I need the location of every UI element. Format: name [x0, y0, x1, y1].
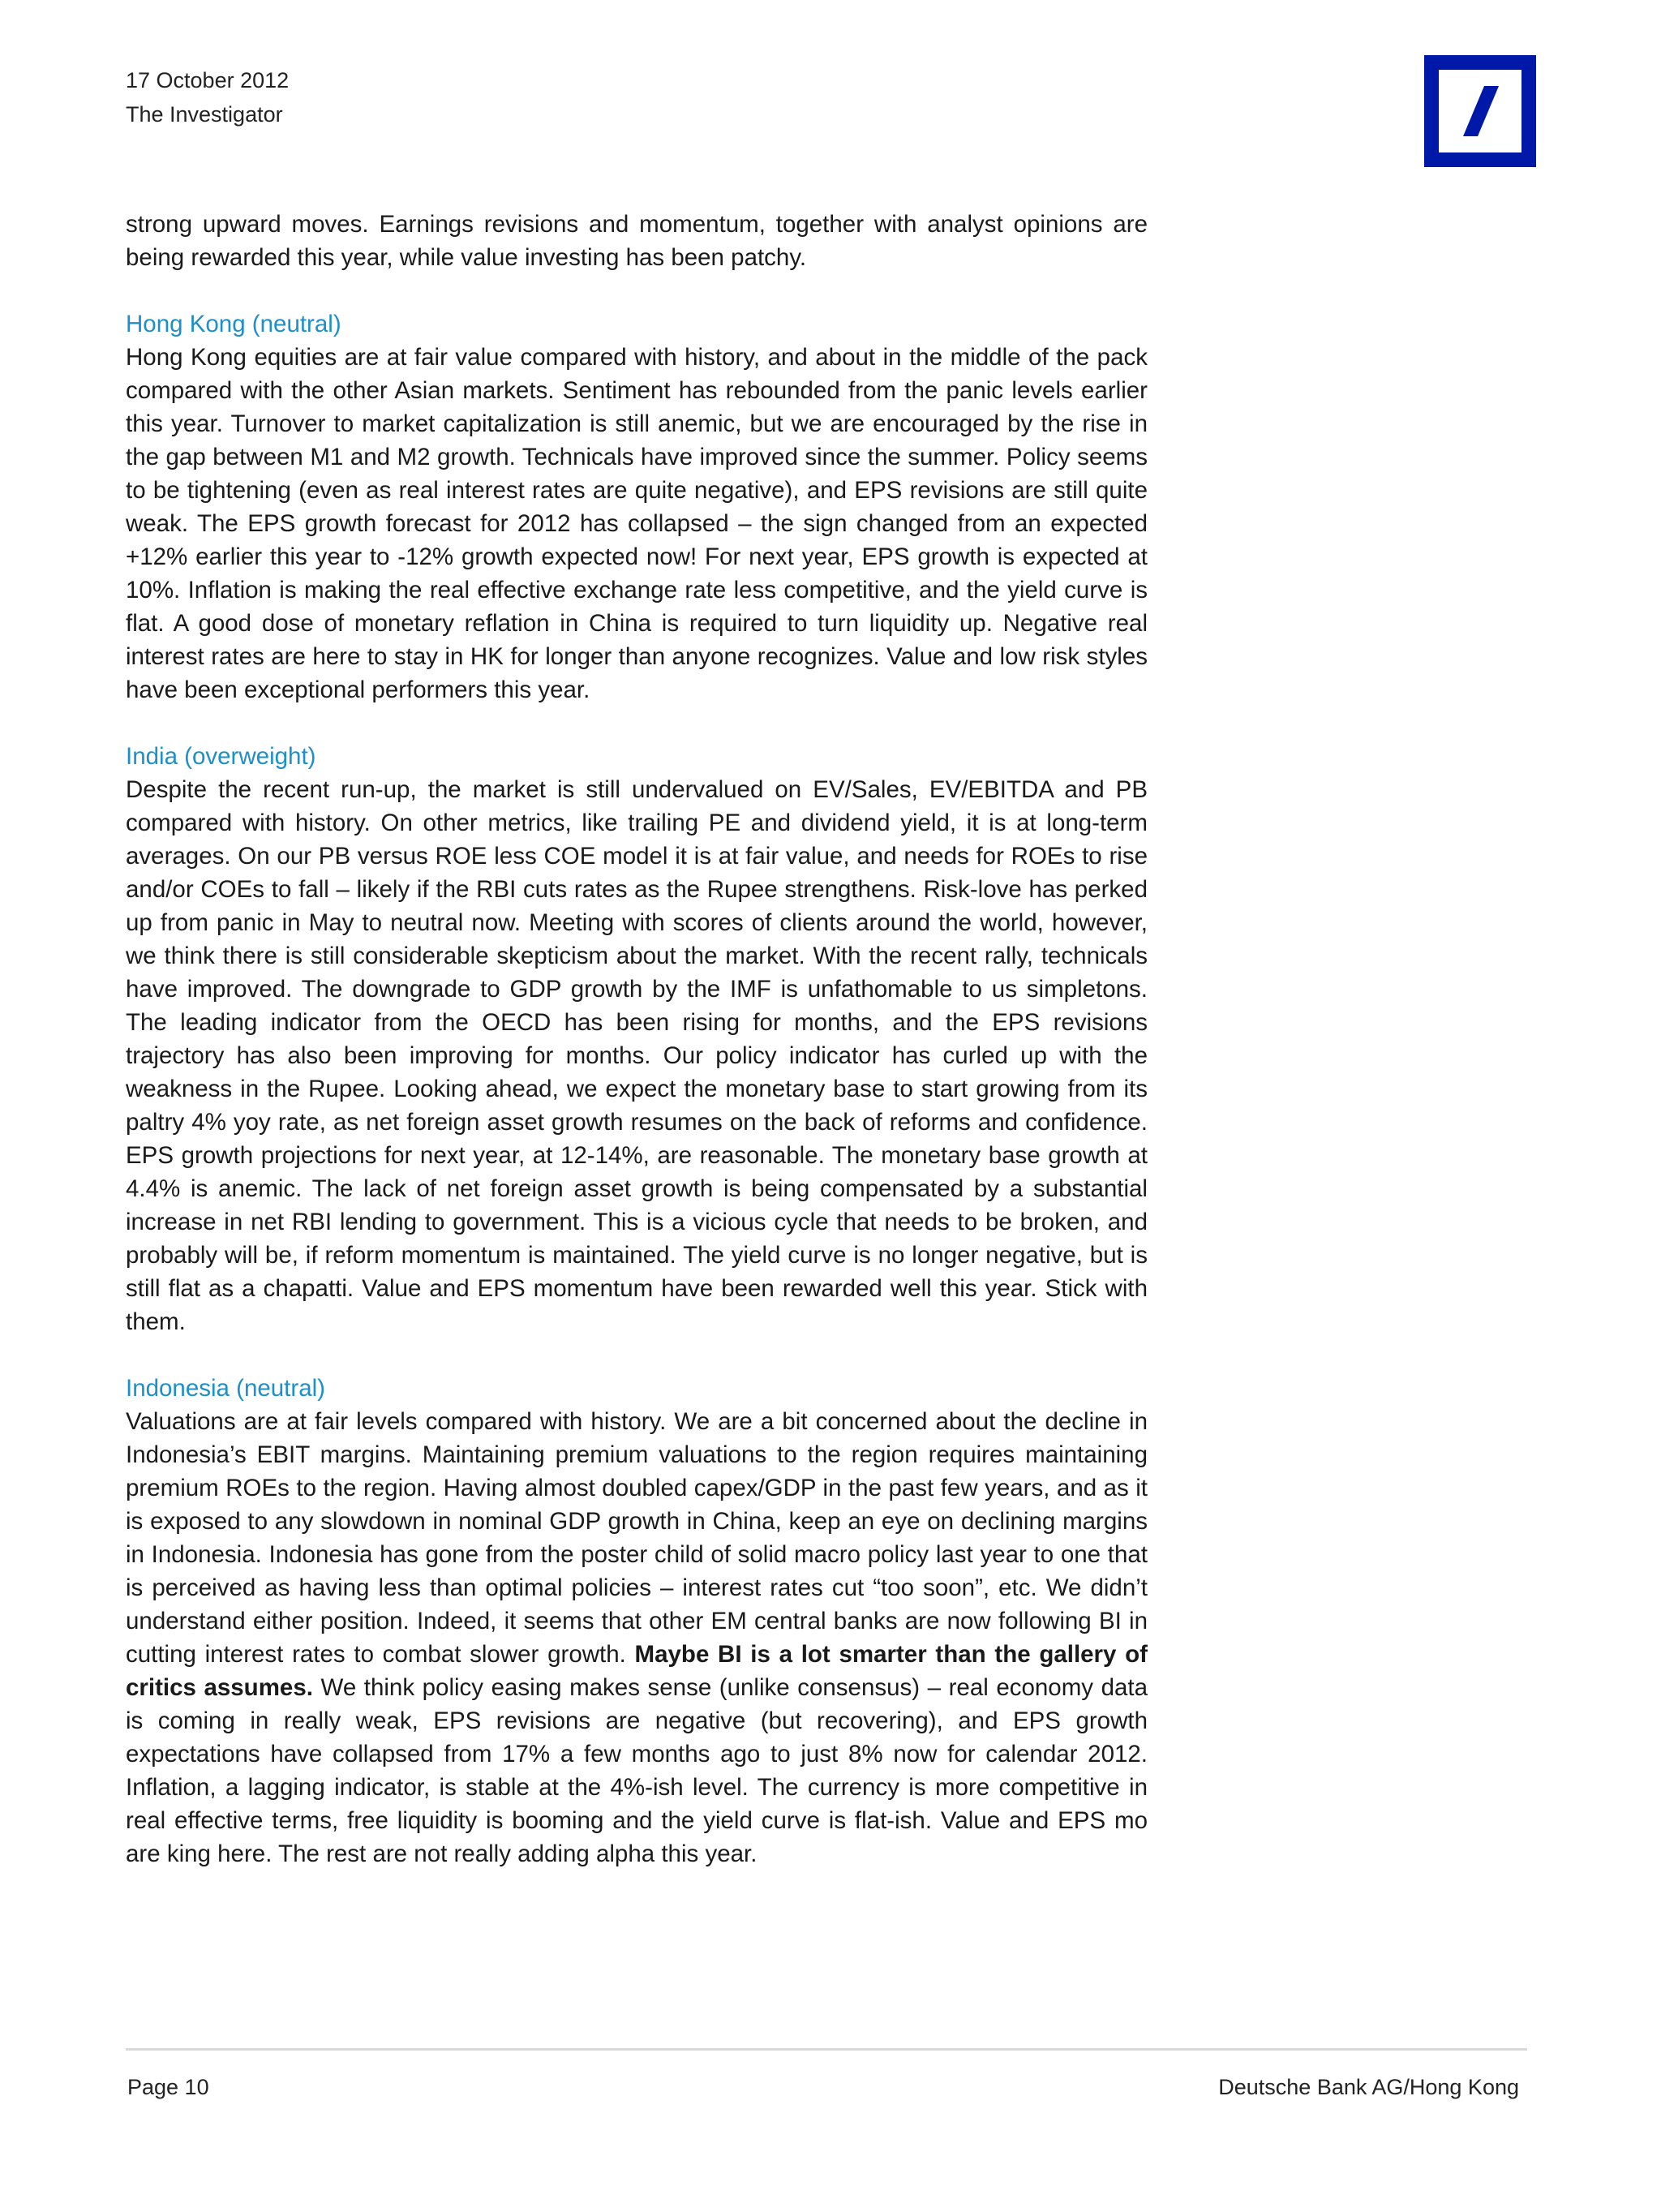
article-body — [126, 208, 1148, 1871]
indonesia-body-part-1: Valuations are at fair levels compared with history. We are a bit concerned about the decline in Indonesia’s EBIT margins. Maintaining premium valuations to the region requires maintaining premium ROEs to the region. Having almost doubled capex/GDP in the past few years, and as it is exposed to any slowdown in nominal GDP growth in China, keep an eye on declining margins in Indonesia. Indonesia has gone from the poster child of solid macro policy last year to one that is perceived as having less than optimal policies – interest rates cut “too soon”, etc. We didn’t understand either position. Indeed, it seems that other EM central banks are now following BI in cutting interest rates to combat slower growth. — [126, 1408, 1148, 1668]
page-number: Page 10 — [127, 2075, 209, 2099]
section-india — [126, 740, 1148, 1338]
section-body-hong-kong: Hong Kong equities are at fair value compared with history, and about in the middle of the pack compared with the other Asian markets. Sentiment has rebounded from the panic levels earlier this year. Turnover to market capitalization is still anemic, but we are encouraged by the rise in the gap between M1 and M2 growth. Technicals have improved since the summer. Policy seems to be tightening (even as real interest rates are quite negative), and EPS revisions are still quite weak. The EPS growth forecast for 2012 has collapsed – the sign changed from an expected +12% earlier this year to -12% growth expected now! For next year, EPS growth is expected at 10%. Inflation is making the real effective exchange rate less competitive, and the yield curve is flat. A good dose of monetary reflation in China is required to turn liquidity up. Negative real interest rates are here to stay in HK for longer than anyone recognizes. Value and low risk styles have been exceptional performers this year. — [126, 344, 1148, 703]
section-heading-india: India (overweight) — [126, 743, 316, 770]
section-hong-kong — [126, 307, 1148, 707]
indonesia-body-part-2: We think policy easing makes sense (unlike consensus) – real economy data is coming in really weak, EPS revisions are negative (but recovering), and EPS growth expectations have collapsed from 17% a few months ago to just 8% now for calendar 2012. Inflation, a lagging indicator, is stable at the 4%-ish level. The currency is more competitive in real effective terms, free liquidity is booming and the yield curve is flat-ish. Value and EPS mo are king here. The rest are not really adding alpha this year. — [126, 1674, 1148, 1867]
section-heading-hong-kong: Hong Kong (neutral) — [126, 311, 341, 337]
footer-divider — [126, 2048, 1527, 2051]
section-body-indonesia — [126, 1405, 1148, 1871]
indonesia-body-emphasis: Maybe BI is a lot smarter than the gallery of critics assumes. — [126, 1641, 1148, 1701]
section-heading-indonesia: Indonesia (neutral) — [126, 1375, 325, 1402]
logo-slash-icon — [1439, 70, 1522, 152]
report-date: 17 October 2012 — [126, 68, 290, 92]
deutsche-bank-logo-icon — [1424, 55, 1536, 167]
publication-title: The Investigator — [126, 102, 283, 127]
section-indonesia — [126, 1372, 1148, 1871]
intro-paragraph: strong upward moves. Earnings revisions and momentum, together with analyst opinions are being rewarded this year, while value investing has been patchy. — [126, 211, 1148, 271]
document-header — [126, 63, 289, 131]
section-body-india: Despite the recent run-up, the market is still undervalued on EV/Sales, EV/EBITDA and PB compared with history. On other metrics, like trailing PE and dividend yield, it is at long-term averages. On our PB versus ROE less COE model it is at fair value, and needs for ROEs to rise and/or COEs to fall – likely if the RBI cuts rates as the Rupee strengthens. Risk-love has perked up from panic in May to neutral now. Meeting with scores of clients around the world, however, we think there is still considerable skepticism about the market. With the recent rally, technicals have improved. The downgrade to GDP growth by the IMF is unfathomable to us simpletons. The leading indicator from the OECD has been rising for months, and the EPS revisions trajectory has also been improving for months. Our policy indicator has curled up with the weakness in the Rupee. Looking ahead, we expect the monetary base to start growing from its paltry 4% yoy rate, as net foreign asset growth resumes on the back of reforms and confidence. EPS growth projections for next year, at 12-14%, are reasonable. The monetary base growth at 4.4% is anemic. The lack of net foreign asset growth is being compensated by a substantial increase in net RBI lending to government. This is a vicious cycle that needs to be broken, and probably will be, if reform momentum is maintained. The yield curve is no longer negative, but is still flat as a chapatti. Value and EPS momentum have been rewarded well this year. Stick with them. — [126, 776, 1148, 1335]
footer-publisher: Deutsche Bank AG/Hong Kong — [1218, 2075, 1519, 2099]
